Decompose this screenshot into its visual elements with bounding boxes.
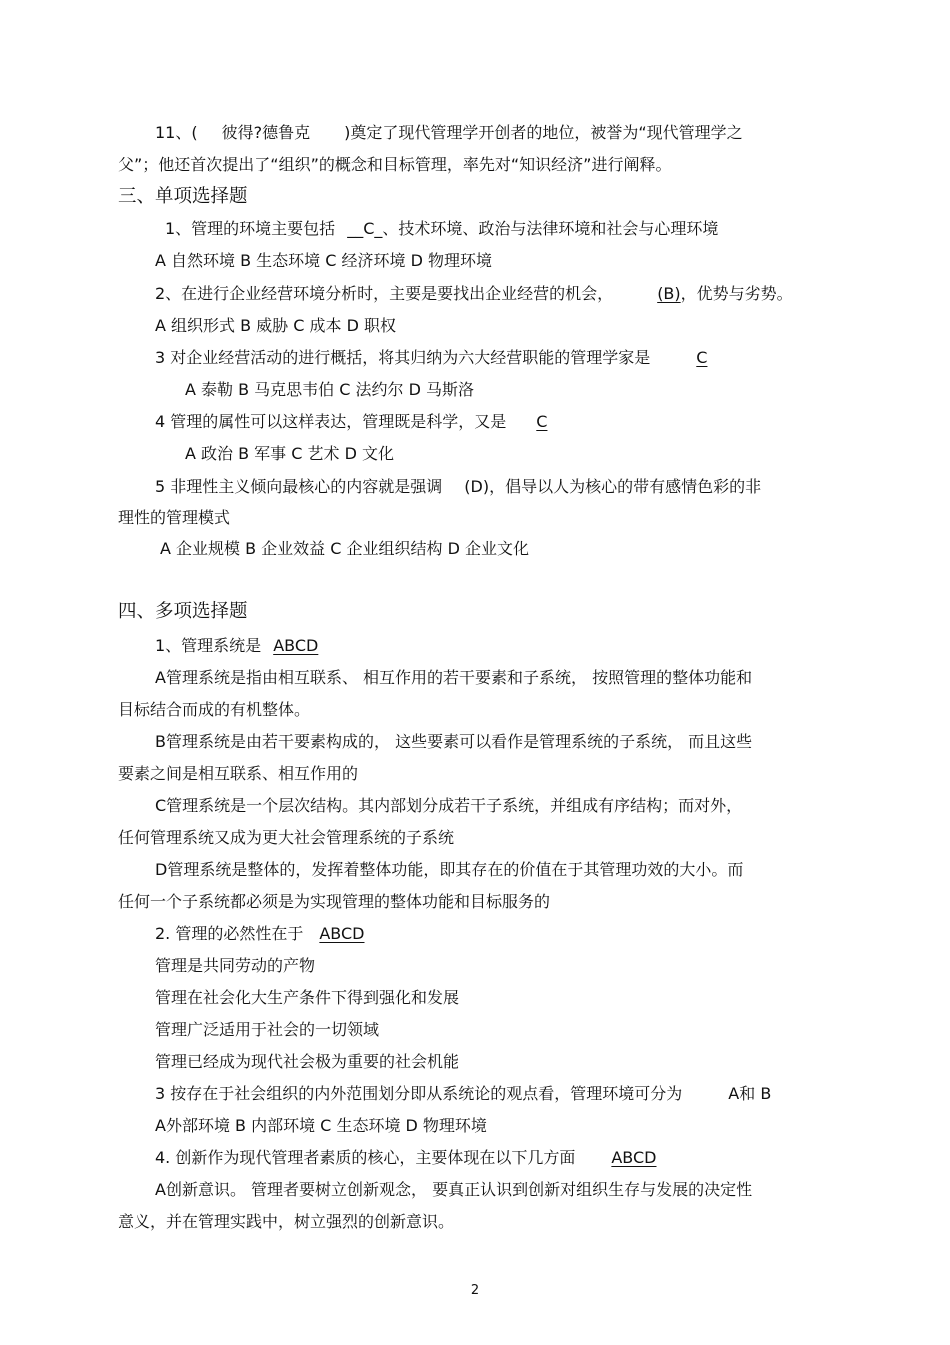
s4-q1-stem: 1、管理系统是 ABCD [155, 636, 319, 655]
s4-q1-option-c-line-1: C管理系统是一个层次结构。其内部划分成若干子系统，并组成有序结构；而对外， [155, 796, 743, 815]
s3-q5-line-2: 理性的管理模式 [118, 508, 231, 527]
s4-q2-item-4: 管理已经成为现代社会极为重要的社会机能 [155, 1052, 460, 1071]
s3-q3-options: A 泰勒 B 马克思韦伯 C 法约尔 D 马斯洛 [185, 380, 475, 399]
s4-q3-stem: 3 按存在于社会组织的内外范围划分即从系统论的观点看，管理环境可分为 A和 B [155, 1084, 772, 1103]
s4-q1-option-a-line-1: A管理系统是指由相互联系、 相互作用的若干要素和子系统， 按照管理的整体功能和 [155, 668, 753, 687]
s3-q2-answer: (B) [657, 284, 681, 303]
s3-q2-options: A 组织形式 B 威胁 C 成本 D 职权 [155, 316, 397, 335]
s4-q2-item-1: 管理是共同劳动的产物 [155, 956, 316, 975]
s3-q1-answer: __C_ [347, 219, 383, 238]
s4-q1-answer: ABCD [273, 636, 319, 655]
s3-q1-options: A 自然环境 B 生态环境 C 经济环境 D 物理环境 [155, 251, 493, 270]
s4-q1-option-c-line-2: 任何管理系统又成为更大社会管理系统的子系统 [118, 828, 455, 847]
s4-q2-item-2: 管理在社会化大生产条件下得到强化和发展 [155, 988, 460, 1007]
s4-q1-option-a-line-2: 目标结合而成的有机整体。 [118, 700, 311, 719]
s4-q4-stem: 4. 创新作为现代管理者素质的核心，主要体现在以下几方面 ABCD [155, 1148, 657, 1167]
q11-line-1: 11、( 彼得?德鲁克 )奠定了现代管理学开创者的地位，被誉为“现代管理学之 [155, 123, 743, 142]
s4-q1-option-d-line-2: 任何一个子系统都必须是为实现管理的整体功能和目标服务的 [118, 892, 551, 911]
s4-q1-option-d-line-1: D管理系统是整体的，发挥着整体功能，即其存在的价值在于其管理功效的大小。而 [155, 860, 744, 879]
s3-q4-answer: C [536, 412, 548, 431]
s4-q2-stem: 2. 管理的必然性在于 ABCD [155, 924, 365, 943]
s4-q2-item-3: 管理广泛适用于社会的一切领域 [155, 1020, 380, 1039]
s3-q3-answer: C [696, 348, 708, 367]
s4-q2-answer: ABCD [319, 924, 365, 943]
s4-q4-option-a-line-1: A创新意识。 管理者要树立创新观念， 要真正认识到创新对组织生存与发展的决定性 [155, 1180, 753, 1199]
s3-q2-stem: 2、在进行企业经营环境分析时，主要是要找出企业经营的机会， (B)，优势与劣势。 [155, 284, 793, 303]
s4-q4-answer: ABCD [611, 1148, 657, 1167]
s4-q4-option-a-line-2: 意义，并在管理实践中，树立强烈的创新意识。 [118, 1212, 455, 1231]
q11-answer: 彼得?德鲁克 [221, 123, 311, 142]
s3-q1-stem: 1、管理的环境主要包括 __C_、技术环境、政治与法律环境和社会与心理环境 [165, 219, 719, 238]
s4-q3-options: A外部环境 B 内部环境 C 生态环境 D 物理环境 [155, 1116, 487, 1135]
s3-q3-stem: 3 对企业经营活动的进行概括，将其归纳为六大经营职能的管理学家是 C [155, 348, 708, 367]
s4-q1-option-b-line-1: B管理系统是由若干要素构成的， 这些要素可以看作是管理系统的子系统， 而且这些 [155, 732, 753, 751]
s4-q1-option-b-line-2: 要素之间是相互联系、相互作用的 [118, 764, 359, 783]
s3-q4-stem: 4 管理的属性可以这样表达，管理既是科学，又是 C [155, 412, 548, 431]
s3-q5-options: A 企业规模 B 企业效益 C 企业组织结构 D 企业文化 [160, 539, 530, 558]
s4-q3-answer: A和 B [728, 1084, 772, 1103]
page-number: 2 [470, 1283, 480, 1298]
q11-line-2: 父”；他还首次提出了“组织”的概念和目标管理，率先对“知识经济”进行阐释。 [118, 155, 672, 174]
s3-q4-options: A 政治 B 军事 C 艺术 D 文化 [185, 444, 395, 463]
section-4-title: 四、多项选择题 [118, 601, 248, 622]
section-3-title: 三、单项选择题 [118, 186, 248, 207]
s3-q5-answer: (D) [464, 477, 490, 496]
s3-q5-stem: 5 非理性主义倾向最核心的内容就是强调 (D)，倡导以人为核心的带有感情色彩的非 [155, 477, 762, 496]
